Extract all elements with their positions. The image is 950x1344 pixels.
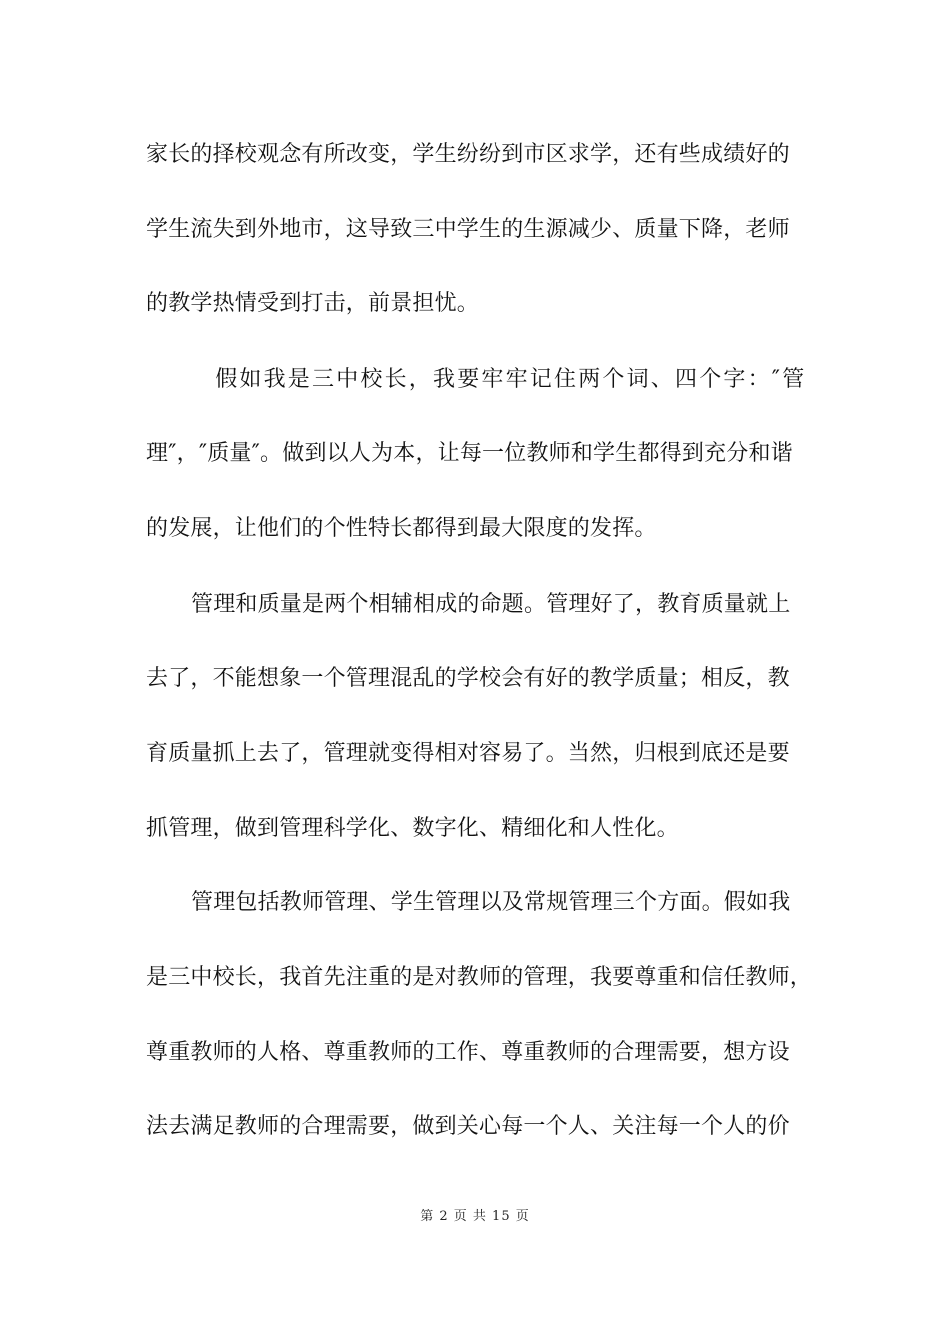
text-line: 的教学热情受到打击，前景担忧。 xyxy=(146,291,480,316)
text-line: 去了，不能想象一个管理混乱的学校会有好的教学质量；相反，教 xyxy=(146,666,790,691)
text-line: 管理包括教师管理、学生管理以及常规管理三个方面。假如我 xyxy=(191,890,791,915)
text-line: 抓管理，做到管理科学化、数字化、精细化和人性化。 xyxy=(146,816,679,841)
text-line: 家长的择校观念有所改变，学生纷纷到市区求学，还有些成绩好的 xyxy=(146,142,790,167)
text-line: 假如我是三中校长，我要牢牢记住两个词、四个字：″管 xyxy=(191,367,807,392)
text-line: 的发展，让他们的个性特长都得到最大限度的发挥。 xyxy=(146,516,657,541)
text-line: 育质量抓上去了，管理就变得相对容易了。当然，归根到底还是要 xyxy=(146,741,790,766)
text-line: 管理和质量是两个相辅相成的命题。管理好了，教育质量就上 xyxy=(191,592,791,617)
text-line: 尊重教师的人格、尊重教师的工作、尊重教师的合理需要，想方设 xyxy=(146,1040,790,1065)
page-footer: 第 2 页 共 15 页 xyxy=(420,1209,530,1224)
text-line: 是三中校长，我首先注重的是对教师的管理，我要尊重和信任教师， xyxy=(146,965,813,990)
text-line: 理″，″质量″。做到以人为本，让每一位教师和学生都得到充分和谐 xyxy=(146,441,793,466)
text-line: 学生流失到外地市，这导致三中学生的生源减少、质量下降，老师 xyxy=(146,217,790,242)
text-line: 法去满足教师的合理需要，做到关心每一个人、关注每一个人的价 xyxy=(146,1114,790,1139)
